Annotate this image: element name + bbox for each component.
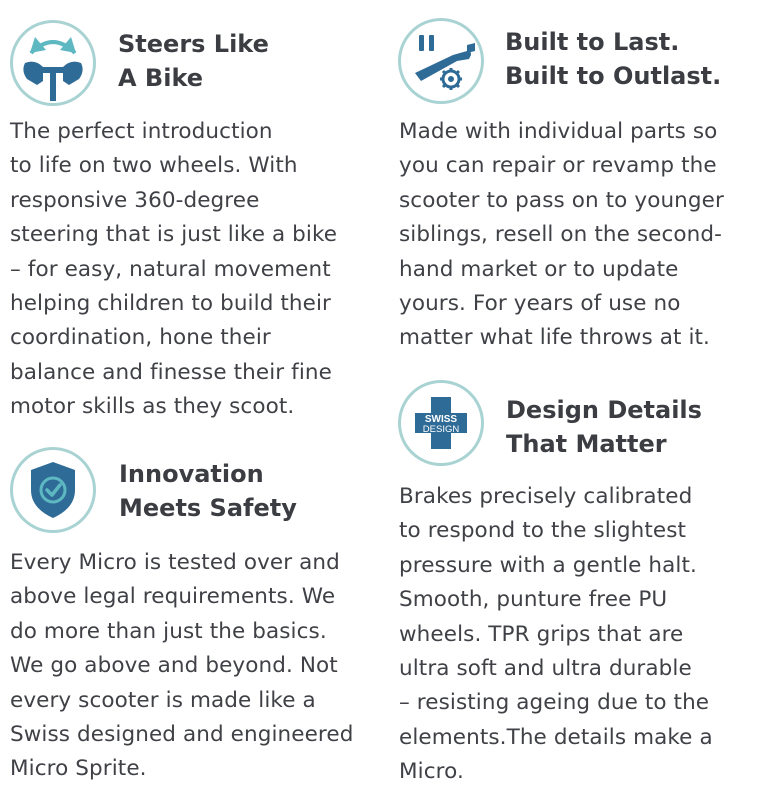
feature-innovation-meets-safety bbox=[0, 430, 385, 792]
feature-heading: Innovation Meets Safety bbox=[119, 460, 297, 522]
repair-tools-icon bbox=[401, 21, 481, 101]
feature-heading: Built to Last. Built to Outlast. bbox=[505, 28, 722, 90]
feature-body: Made with individual parts so you can repair or revamp the scooter to pass on to younger siblings, resell on the second- hand market or to update yours. For years of use no matter what life throws at it. bbox=[399, 119, 724, 351]
bike-steering-icon bbox=[13, 23, 93, 103]
feature-steers-like-a-bike bbox=[0, 0, 385, 430]
feature-heading: Steers Like A Bike bbox=[118, 30, 269, 92]
swiss-icon-text: SWISS bbox=[424, 414, 458, 425]
icon-circle bbox=[10, 447, 96, 533]
icon-circle bbox=[398, 380, 484, 466]
feature-built-to-last bbox=[385, 0, 769, 360]
design-icon-text: DESIGN bbox=[422, 424, 460, 435]
feature-body: The perfect introduction to life on two wheels. With responsive 360-degree steering that is just like a bike – for easy, natural movement helping children to build their coordination, hone their balance and finesse their fine motor skills as they scoot. bbox=[10, 119, 338, 420]
feature-body: Brakes precisely calibrated to respond to the slightest pressure with a gentle halt. Smooth, punture free PU wheels. TPR grips that are ultra soft and ultra durable – resisting ageing due to the elements.The details make a Micro. bbox=[399, 484, 713, 785]
safety-shield-icon bbox=[13, 450, 93, 530]
icon-circle bbox=[10, 20, 96, 106]
feature-body: Every Micro is tested over and above legal requirements. We do more than just the basics. We go above and beyond. Not every scooter is made like a Swiss designed and engineered Micro Sprite. bbox=[10, 550, 354, 782]
feature-design-details bbox=[385, 360, 769, 792]
feature-heading: Design Details That Matter bbox=[506, 396, 702, 458]
icon-circle bbox=[398, 18, 484, 104]
swiss-design-cross-icon bbox=[401, 383, 481, 463]
